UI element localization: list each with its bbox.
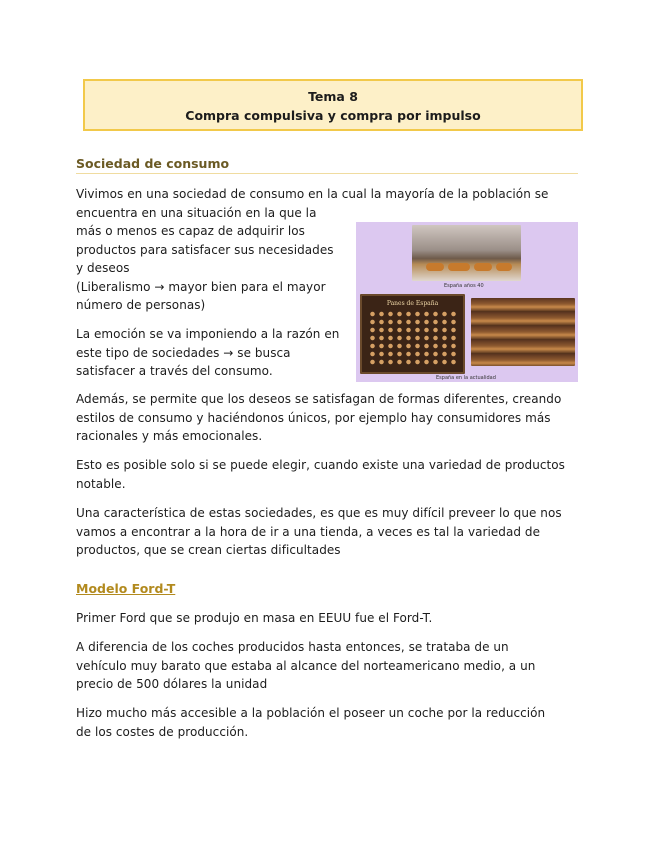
text-line: Hizo mucho más accesible a la población el poseer un coche por la reducción — [76, 706, 546, 720]
text-line: vamos a encontrar a la hora de ir a una tienda, a veces es tal la variedad de — [76, 524, 540, 539]
text-line: Una característica de estas sociedades, es que es muy difícil preveer lo que nos — [76, 506, 562, 520]
bakery-today-photo — [471, 298, 575, 366]
bakery-1940s-photo — [412, 225, 521, 281]
paragraph-ford-2 — [76, 638, 535, 694]
title-line-2: Compra compulsiva y compra por impulso — [185, 108, 481, 123]
title-box — [83, 79, 583, 131]
text-line: productos, que se crean ciertas dificultades — [76, 543, 341, 557]
bread-loaf — [448, 263, 470, 271]
text-line: (Liberalismo → mayor bien para el mayor — [76, 279, 326, 294]
text-line: este tipo de sociedades → se busca — [76, 345, 291, 360]
text-line: vehículo muy barato que estaba al alcance del norteamericano medio, a un — [76, 658, 536, 673]
text-line: Vivimos en una sociedad de consumo en la cual la mayoría de la población se — [76, 187, 549, 201]
heading-modelo-ford-t-link[interactable]: Modelo Ford-T — [76, 581, 176, 596]
text-line: Además, se permite que los deseos se satisfagan de formas diferentes, creando — [76, 392, 562, 406]
text-line: número de personas) — [76, 298, 206, 312]
title-line-1: Tema 8 — [308, 89, 358, 104]
text-line: precio de 500 dólares la unidad — [76, 677, 268, 691]
text-line: estilos de consumo y haciéndonos únicos, por ejemplo hay consumidores más — [76, 410, 551, 425]
text-line: Primer Ford que se produjo en masa en EEUU fue el Ford-T. — [76, 611, 433, 625]
caption-top: España años 40 — [444, 283, 484, 289]
bread-loaf — [474, 263, 492, 271]
paragraph-ford-1 — [76, 609, 432, 628]
text-line: A diferencia de los coches producidos hasta entonces, se trataba de un — [76, 640, 509, 654]
text-line: La emoción se va imponiendo a la razón en — [76, 327, 340, 341]
poster-bread-grid — [368, 310, 457, 366]
text-line: y deseos — [76, 261, 130, 275]
text-line: satisfacer a través del consumo. — [76, 364, 273, 378]
bread-loaf — [426, 263, 444, 271]
bread-comparison-figure — [356, 222, 578, 382]
paragraph-society-4 — [76, 456, 565, 493]
paragraph-society-5 — [76, 504, 562, 560]
heading-sociedad-de-consumo: Sociedad de consumo — [76, 156, 578, 174]
poster-title: Panes de España — [386, 300, 439, 307]
text-line: Esto es posible solo si se puede elegir, cuando existe una variedad de productos — [76, 458, 565, 472]
text-line: más o menos es capaz de adquirir los — [76, 224, 305, 238]
text-line: notable. — [76, 476, 126, 491]
bread-loaf — [496, 263, 512, 271]
text-line: productos para satisfacer sus necesidades — [76, 242, 334, 257]
text-line: racionales y más emocionales. — [76, 429, 263, 443]
paragraph-society-2 — [76, 325, 339, 381]
bread-poster-photo — [360, 294, 465, 374]
text-line: encuentra en una situación en la que la — [76, 205, 317, 220]
caption-bottom: España en la actualidad — [436, 375, 496, 381]
paragraph-ford-3 — [76, 704, 545, 741]
text-line: de los costes de producción. — [76, 724, 249, 739]
paragraph-society-3 — [76, 390, 561, 446]
